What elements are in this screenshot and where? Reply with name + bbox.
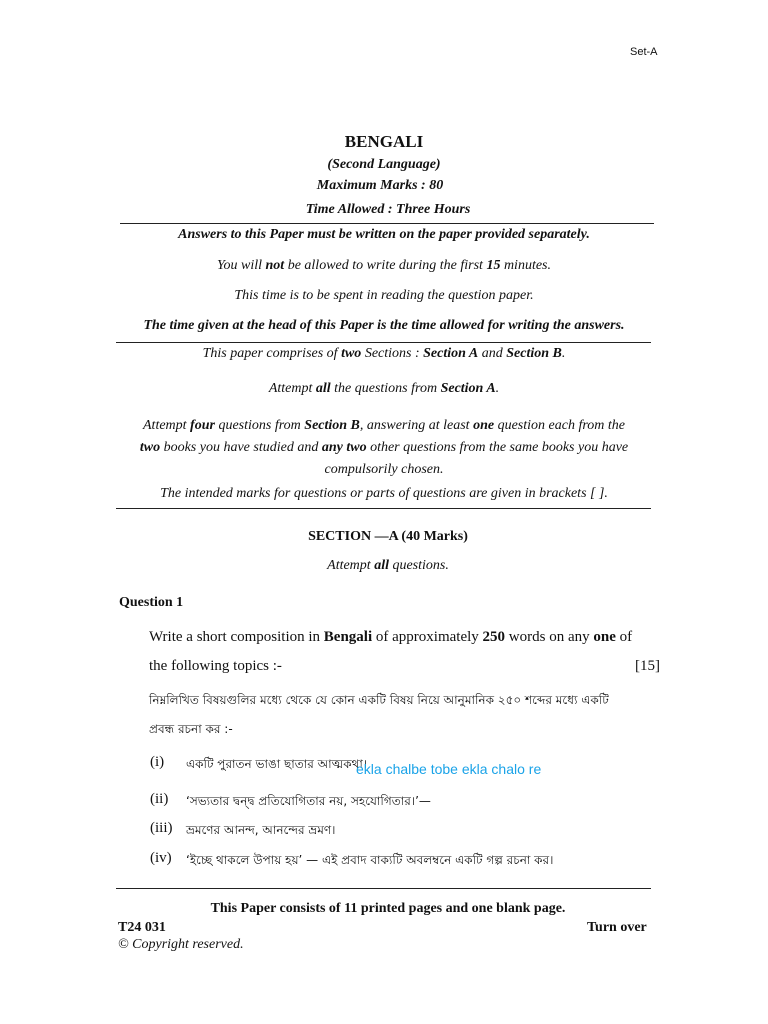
bengali-instruction-line2: প্রবন্ধ রচনা কর :- <box>149 722 233 736</box>
instruction-answers: Answers to this Paper must be written on the paper provided separately. <box>178 227 590 242</box>
divider <box>120 223 654 224</box>
structure-sections: This paper comprises of two Sections : Section A and Section B. <box>202 346 566 361</box>
question-label: Question 1 <box>119 595 184 610</box>
item-number: (ii) <box>150 791 169 807</box>
copyright: © Copyright reserved. <box>118 937 244 952</box>
paper-code: T24 031 <box>118 920 166 935</box>
divider <box>116 342 651 343</box>
item-text: ‘ইচ্ছে থাকলে উপায় হয়’ — এই প্রবাদ বাক্যটি অবলম্বনে একটি গল্প রচনা কর। <box>186 853 554 867</box>
divider <box>116 508 651 509</box>
question-text-line2: the following topics :- <box>149 658 282 674</box>
section-a-heading: SECTION —A (40 Marks) <box>308 529 468 544</box>
divider <box>116 888 651 889</box>
set-label: Set-A <box>630 46 658 58</box>
item-number: (iii) <box>150 820 173 836</box>
bengali-instruction: নিম্নলিখিত বিষয়গুলির মধ্যে থেকে যে কোন একটি বিষয় নিয়ে আনুমানিক ২৫০ শব্দের মধ্যে একটি <box>149 693 609 707</box>
structure-marks-note: The intended marks for questions or parts of questions are given in brackets [ ]. <box>160 486 608 501</box>
subject-title: BENGALI <box>344 132 424 151</box>
item-text: ভ্রমণের আনন্দ, আনন্দের ভ্রমণ। <box>186 823 336 837</box>
instruction-reading: This time is to be spent in reading the question paper. <box>234 288 534 303</box>
item-text: একটি পুরাতন ভাঙা ছাতার আত্মকথা। <box>186 757 368 771</box>
item-number: (i) <box>150 754 165 770</box>
page-count-note: This Paper consists of 11 printed pages and one blank page. <box>210 901 566 916</box>
time-allowed: Time Allowed : Three Hours <box>305 202 471 217</box>
max-marks: Maximum Marks : 80 <box>316 178 444 193</box>
item-text: ‘সভ্যতার দ্বন্দ্ব প্রতিযোগিতার নয়, সহযোগিতার।’— <box>186 794 431 808</box>
question-text: Write a short composition in Bengali of approximately 250 words on any one of <box>149 629 633 645</box>
subtitle: (Second Language) <box>327 157 441 172</box>
structure-section-b: Attempt four questions from Section B, answering at least one question each from the two books you have studied and any two other questions from the same books you have compulsorily chosen. <box>139 418 629 477</box>
turn-over: Turn over <box>587 920 647 935</box>
item-number: (iv) <box>150 850 172 866</box>
handwritten-annotation: ekla chalbe tobe ekla chalo re <box>356 761 542 777</box>
question-marks: [15] <box>635 658 660 674</box>
instruction-no-write: You will not be allowed to write during the first 15 minutes. <box>217 258 551 273</box>
structure-attempt-all: Attempt all the questions from Section A. <box>268 381 500 396</box>
instruction-time-given: The time given at the head of this Paper is the time allowed for writing the answers. <box>143 318 625 333</box>
section-a-attempt: Attempt all questions. <box>327 558 449 573</box>
